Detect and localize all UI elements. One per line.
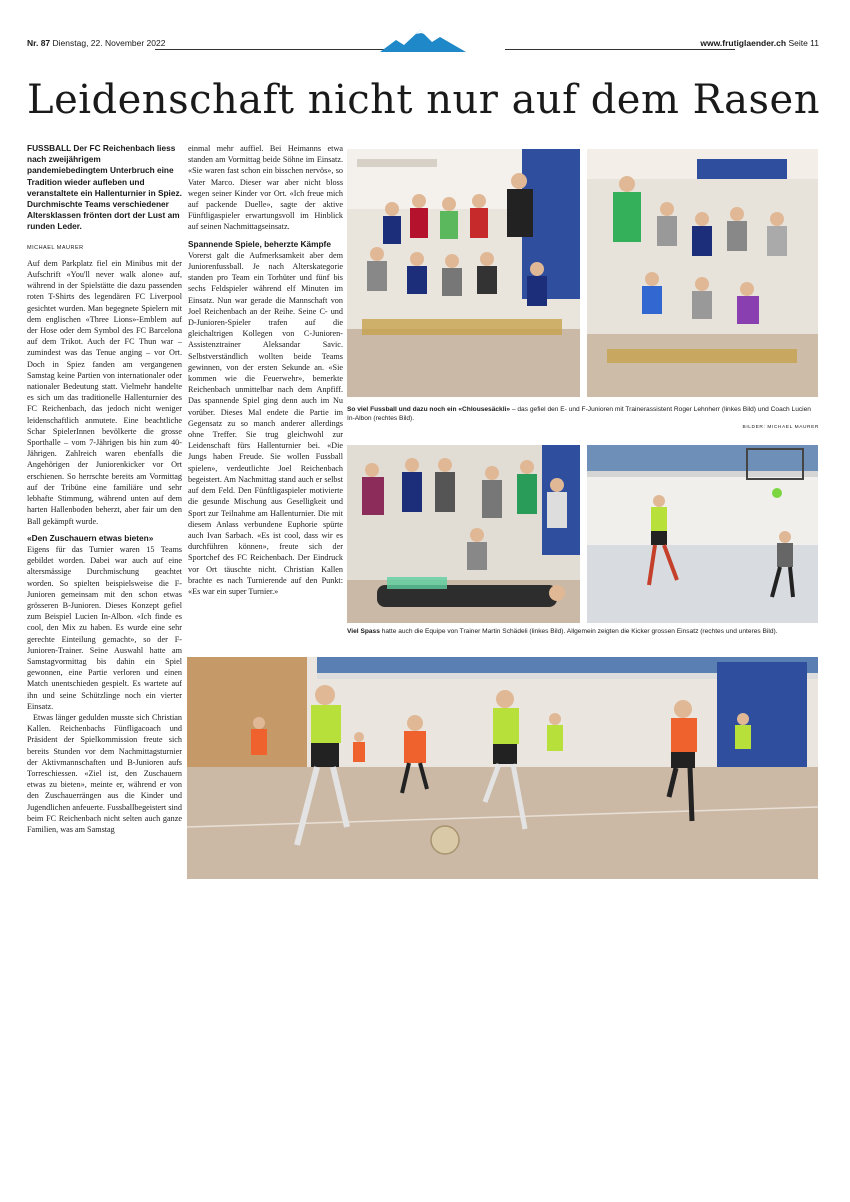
issue-info — [27, 38, 165, 48]
site-url[interactable]: www.frutiglaender.ch — [700, 38, 787, 48]
team-photo-e-junioren — [347, 149, 580, 397]
subheading: Spannende Spiele, beherzte Kämpfe — [188, 238, 331, 249]
photo-caption-1 — [347, 405, 819, 432]
issue-number: Nr. 87 — [27, 38, 51, 48]
caption-text: hatte auch die Equipe von Trainer Martin Schädeli (linkes Bild). Allgemein zeigten die Kicker grossen Einsatz (rechtes und unteres Bild). — [379, 628, 778, 635]
caption-bold: Viel Spass — [347, 628, 380, 635]
paragraph: Eigens für das Turnier waren 15 Teams gebildet worden. Dabei war auch auf eine altersmässige Durchmischung geachtet worden. So spielten beispielsweise die F-Junioren gemeinsam mit den schon etwas grösseren B-Junioren. Dieses Konzept gefiel zum Beispiel Lucien In-Albon. «Ich finde es cool, den Mix zu haben. Es wurde eine sehr gerechte Einteilung gemacht», so der F-Junioren-Trainer. Seine Auswahl hatte am Samstagvormittag bis dahin ein Spiel gewonnen, eine Partie verloren und einen Match unentschieden gespielt. Es wartete auf ihn und seine Schützlinge noch ein vierter Einsatz. — [27, 544, 182, 711]
author-byline: MICHAEL MAURER — [27, 244, 84, 251]
site-info — [700, 38, 819, 48]
team-photo-f-junioren — [587, 149, 818, 397]
lead-text: Der FC Reichenbach liess nach zweijährigem pandemiebedingtem Unterbruch eine Tradition wieder aufleben und veranstaltete ein Hallenturnier in Spiez. Durchmischte Teams verschiedener Altersklassen frönten dort der Lust am runden Leder. — [27, 143, 182, 232]
page-title: Leidenschaft nicht nur auf dem Rasen — [27, 77, 820, 123]
article-column-1 — [27, 143, 182, 835]
kicker: FUSSBALL — [27, 143, 72, 153]
photo-credit: BILDER: MICHAEL MAURER — [742, 425, 819, 430]
header-rule-left — [155, 49, 393, 50]
article-lead — [27, 143, 182, 233]
action-photo-goal — [587, 445, 818, 623]
paragraph: Auf dem Parkplatz fiel ein Minibus mit der Aufschrift «You'll never walk alone» auf, während in der Spielstätte die dazu passenden roten T-Shirts des legendären FC Liverpool gesichtet wurden. Man begegnete Spielern mit dem englischen «Three Lions»-Emblem auf der Hose oder dem Symbol des FC Barcelona auf dem Trikot. Auch der FC Thun war – zumindest was das Tenue anging – vor Ort. Doch in Spiez fanden am vergangenen Samstag keine Partien von internationaler oder nationaler Bedeutung statt. Vielmehr handelte es sich um das traditionelle Hallenturnier des FC Reichenbach, das jedoch nicht weniger leidenschaftlich anmutete. Eine beachtliche Schar SpielerInnen bevölkerte die grosse Sporthalle – vom 7-Jährigen bis hin zum 40-Jährigen. Zahlreich waren ebenfalls die Angehörigen der Juniorenkicker vor Ort erschienen. So herrschte bereits am Vormittag auf der Tribüne eine familiäre und sehr lebhafte Stimmung, während unten auf dem harten Hallenboden beherzt, aber fair um den Ball gekämpft wurde. — [27, 258, 182, 526]
issue-date: Dienstag, 22. November 2022 — [52, 38, 166, 48]
article-column-2 — [188, 143, 343, 597]
mountain-logo-icon — [378, 28, 468, 54]
caption-text: – das gefiel den E- und F-Junioren mit Trainerassistent Roger Lehnherr (linkes Bild) und Coach Lucien In-Albon (rechtes Bild). — [347, 406, 811, 422]
action-photo-hall — [187, 657, 818, 879]
photo-caption-2 — [347, 627, 819, 636]
team-photo-schaedeli — [347, 445, 580, 623]
page-number: Seite 11 — [788, 38, 819, 48]
subheading: «Den Zuschauern etwas bieten» — [27, 532, 154, 543]
paragraph: Vorerst galt die Aufmerksamkeit aber dem Juniorenfussball. Je nach Alterskategorie standen pro Team ein Torhüter und fünf bis sechs Feldspieler während elf Minuten im Einsatz. Nun war gerade die Mannschaft von Joel Reichenbach an der Reihe. Seine C- und D-Junioren-Spieler trafen auf die gleichaltrigen Kollegen von C-Junioren-Assistenztrainer Aleksandar Savic. Selbstverständlich wollten beide Teams gewinnen, von der ersten Sekunde an. «Sie kommen wie die Feuerwehr», bemerkte Reichenbach unmittelbar nach dem Anpfiff. Das spannende Spiel ging denn auch im Nu vorüber. Dieses Mal endete die Partie im Gegensatz zu so manch anderer allerdings ohne Treffer. Sie trug gleichwohl zur Leidenschaft fürs Hallenturnier bei. «Die Jungs haben Freude. Sie wollen Fussball spielen», verdeutlichte Joel Reichenbach begeistert. Am Nachmittag stand auch er selbst auf dem Feld. Den Fünftligaspieler motivierte die gesunde Mischung aus Geselligkeit und Sport zur Teilnahme am Hallenturnier. Die mit diesem Anlass verbundene Euphorie spürte auch Ivan Sarbach. «Es ist cool, dass wir es durchführen können», freute sich der Sportchef des FC Reichenbach. Der Eindruck vor Ort täuschte nicht. Christian Kallen brachte es nach Turnierende auf den Punkt: «Es war ein super Turnier.» — [188, 250, 343, 596]
header-rule-right — [505, 49, 735, 50]
paragraph: Etwas länger gedulden musste sich Christian Kallen. Reichenbachs Fünfligacoach und Präsident der Spielkommission freute sich bereits Stunden vor dem Nachmittagsturnier der Aktivmannschaften und B-Junioren aufs Torreschiessen. «Ziel ist, den Zuschauern etwas zu bieten», meinte er, während er von den Zuschauerrängen aus die Kinder und Jugendlichen anfeuerte. Fussballbegeistert sind beim FC Reichenbach nicht selten auch ganze Familien, was am Samstag — [27, 712, 182, 834]
caption-bold: So viel Fussball und dazu noch ein «Chlousesäckli» — [347, 406, 511, 413]
paragraph: einmal mehr auffiel. Bei Heimanns etwa standen am Vormittag beide Söhne im Einsatz. «Sie waren fast schon ein bisschen nervös», so Vater Marco. Dieser war aber nicht bloss wegen seiner Kinder vor Ort. «Ich freue mich auf packende Duelle», sagte der aktive Fünftligaspieler erwartungsvoll im Hinblick auf seinen Nachmittagseinsatz. — [188, 144, 343, 232]
